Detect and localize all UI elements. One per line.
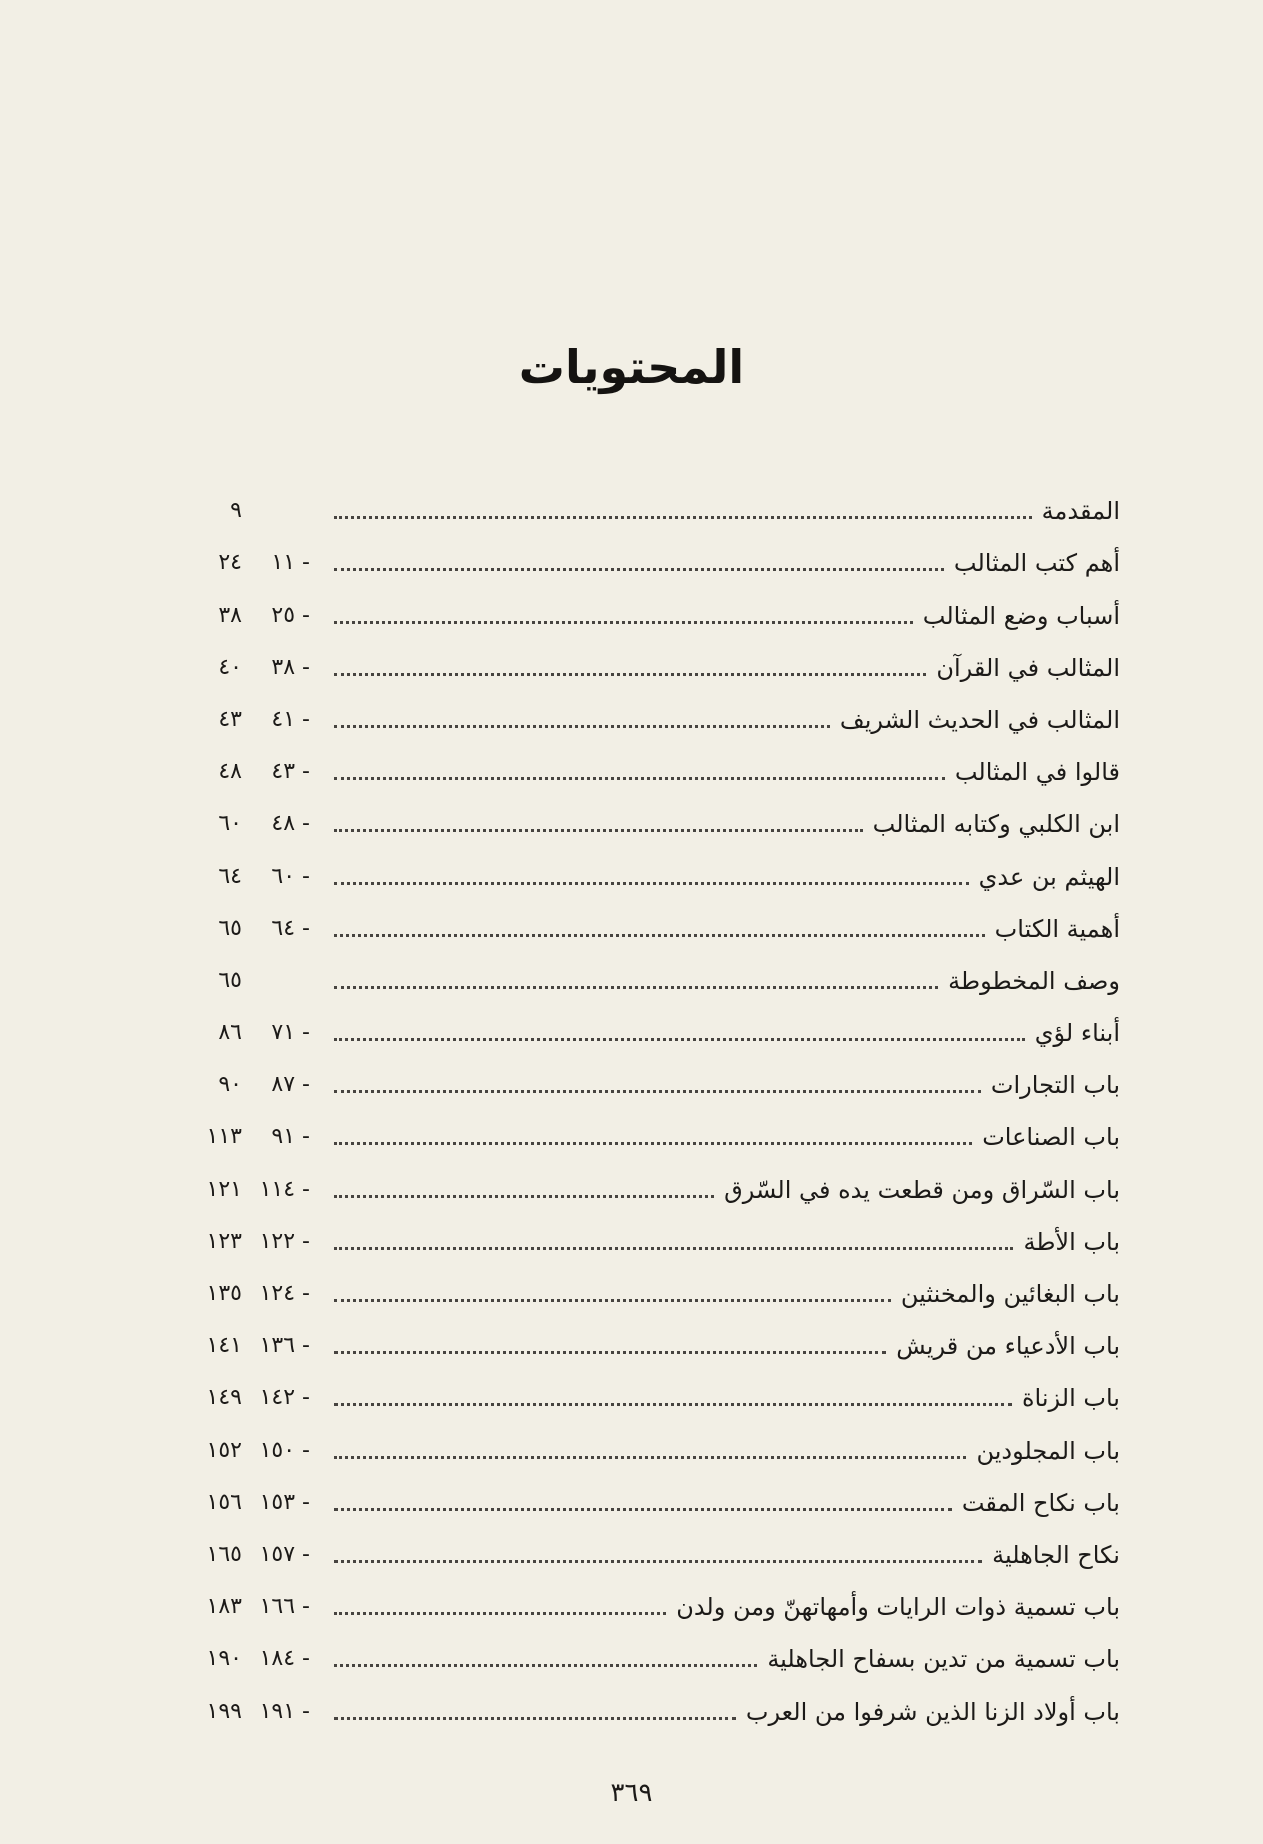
toc-entry-pages <box>190 1592 320 1622</box>
toc-entry-pages <box>190 914 320 944</box>
toc-entry-title: باب الصناعات <box>982 1123 1120 1152</box>
page-range-start: ٣٨ - <box>271 654 310 680</box>
dot-leader <box>334 1299 891 1302</box>
toc-entry <box>190 683 1120 735</box>
toc-entry-pages <box>190 1383 320 1413</box>
toc-entry-title: باب أولاد الزنا الذين شرفوا من العرب <box>745 1697 1120 1726</box>
toc-entry <box>190 839 1120 891</box>
page-range-start: ٦٤ - <box>271 915 310 941</box>
toc-entry <box>190 1205 1120 1257</box>
page-range-end: ١٥٢ <box>206 1437 242 1463</box>
toc-entry <box>190 1100 1120 1152</box>
toc-entry-title: أهمية الكتاب <box>994 914 1120 943</box>
toc-entry-pages <box>190 653 320 683</box>
toc-entry-title: باب تسمية من تدين بسفاح الجاهلية <box>767 1645 1120 1674</box>
toc-entry-pages <box>190 1488 320 1518</box>
toc-entry-pages <box>190 757 320 787</box>
toc-entry-title: المثالب في الحديث الشريف <box>839 705 1120 734</box>
page-range-end: ٣٨ <box>218 602 242 628</box>
table-of-contents <box>190 474 1120 1727</box>
dot-leader <box>334 1351 886 1354</box>
toc-entry-title: باب تسمية ذوات الرايات وأمهاتهنّ ومن ولدن <box>676 1593 1120 1622</box>
page-range-start: ١٢٢ - <box>259 1228 310 1254</box>
dot-leader <box>334 1508 952 1511</box>
toc-entry <box>190 578 1120 630</box>
page-range-end: ١٢٣ <box>206 1228 242 1254</box>
dot-leader <box>334 1612 666 1615</box>
page-range-end: ٢٤ <box>218 550 242 576</box>
toc-entry-pages <box>190 1540 320 1570</box>
page-range-start: ٤١ - <box>271 706 310 732</box>
toc-entry-pages <box>190 1331 320 1361</box>
page-range-start: ٦٠ - <box>271 863 310 889</box>
page-range-end: ١٤٩ <box>206 1385 242 1411</box>
page-range-end: ٤٣ <box>218 706 242 732</box>
page-range-start <box>250 496 310 526</box>
toc-entry <box>190 1048 1120 1100</box>
page-range-start: ٧١ - <box>271 1020 310 1046</box>
page-range-start: ٢٥ - <box>271 602 310 628</box>
page-number: ٣٦٩ <box>610 1778 653 1808</box>
dot-leader <box>334 1403 1012 1406</box>
toc-entry-title: باب البغائين والمخنثين <box>900 1280 1120 1308</box>
page-range-start: ١١٤ - <box>259 1176 310 1202</box>
page-range-end: ١٤١ <box>206 1333 242 1359</box>
page-range-end: ١٩٩ <box>206 1698 242 1724</box>
toc-entry-title: باب الأطة <box>1023 1227 1120 1256</box>
page-range-end: ٦٥ <box>218 915 242 941</box>
toc-entry <box>190 944 1120 996</box>
toc-entry <box>190 1570 1120 1622</box>
toc-entry <box>190 1466 1120 1518</box>
page-range-end: ٩ <box>230 498 242 524</box>
dot-leader <box>334 725 830 728</box>
toc-entry <box>190 735 1120 787</box>
dot-leader <box>334 986 938 989</box>
toc-entry <box>190 1413 1120 1465</box>
dot-leader <box>334 1247 1013 1250</box>
toc-entry-pages <box>190 1644 320 1674</box>
toc-entry-title: باب التجارات <box>990 1071 1120 1100</box>
toc-entry-title: المثالب في القرآن <box>936 653 1120 682</box>
page-range-start: ٤٣ - <box>271 759 310 785</box>
toc-entry-title: باب الزناة <box>1021 1384 1120 1413</box>
page-range-end: ١٥٦ <box>206 1489 242 1515</box>
dot-leader <box>334 1038 1025 1041</box>
dot-leader <box>334 673 926 676</box>
toc-entry <box>190 526 1120 578</box>
page-range-end: ٩٠ <box>218 1072 242 1098</box>
toc-entry-pages <box>190 496 320 526</box>
page-range-start: ١٨٤ - <box>259 1646 310 1672</box>
toc-entry-title: باب الأدعياء من قريش <box>896 1332 1120 1361</box>
dot-leader <box>334 1456 966 1459</box>
dot-leader <box>334 829 863 832</box>
toc-entry-title: نكاح الجاهلية <box>992 1540 1120 1569</box>
toc-entry-pages <box>190 1227 320 1257</box>
toc-entry-pages <box>190 1436 320 1466</box>
page-range-end: ٤٨ <box>218 759 242 785</box>
toc-entry-title: الهيثم بن عدي <box>978 862 1120 891</box>
page-range-start: ٩١ - <box>271 1124 310 1150</box>
toc-entry-pages <box>190 862 320 892</box>
toc-entry <box>190 1309 1120 1361</box>
toc-entry-pages <box>190 601 320 631</box>
page-range-end: ٦٠ <box>218 811 242 837</box>
toc-entry <box>190 474 1120 526</box>
toc-entry <box>190 1361 1120 1413</box>
dot-leader <box>334 1560 982 1563</box>
page-range-end: ٨٦ <box>218 1020 242 1046</box>
toc-entry-title: باب السّراق ومن قطعت يده في السّرق <box>724 1175 1120 1204</box>
page-range-end: ٦٥ <box>218 967 242 993</box>
toc-entry <box>190 631 1120 683</box>
dot-leader <box>334 882 969 885</box>
toc-entry-title: قالوا في المثالب <box>954 758 1120 787</box>
dot-leader <box>334 568 944 571</box>
toc-entry-pages <box>190 705 320 735</box>
page-range-end: ١٣٥ <box>206 1281 242 1306</box>
toc-entry-title: ابن الكلبي وكتابه المثالب <box>872 810 1120 839</box>
toc-entry-title: المقدمة <box>1041 497 1120 526</box>
toc-entry-pages <box>190 966 320 996</box>
dot-leader <box>334 1717 736 1720</box>
toc-entry <box>190 787 1120 839</box>
toc-entry-title: أهم كتب المثالب <box>953 549 1120 578</box>
page-range-start: ١٥٧ - <box>259 1541 310 1567</box>
page-range-start: ٨٧ - <box>271 1072 310 1098</box>
dot-leader <box>334 1142 972 1145</box>
dot-leader <box>334 934 985 937</box>
page-range-start: ١٥٣ - <box>259 1489 310 1515</box>
dot-leader <box>334 1195 714 1198</box>
page-range-end: ١٢١ <box>206 1176 242 1202</box>
page-range-start <box>250 966 310 996</box>
page-range-start: ١٦٦ - <box>259 1594 310 1620</box>
page-title: المحتويات <box>518 340 745 394</box>
toc-entry-pages <box>190 1122 320 1152</box>
toc-entry-pages <box>190 1697 320 1727</box>
page-range-end: ١٩٠ <box>206 1646 242 1672</box>
page-range-end: ١٨٣ <box>206 1594 242 1620</box>
page-range-start: ١٥٠ - <box>259 1437 310 1463</box>
dot-leader <box>334 1664 757 1667</box>
toc-entry <box>190 892 1120 944</box>
page-range-start: ١٣٦ - <box>259 1333 310 1359</box>
dot-leader <box>334 1090 981 1093</box>
toc-entry <box>190 1152 1120 1204</box>
toc-entry-pages <box>190 1070 320 1100</box>
page-range-end: ٦٤ <box>218 863 242 889</box>
toc-entry-pages <box>190 1018 320 1048</box>
toc-entry-title: باب المجلودين <box>976 1436 1120 1465</box>
toc-entry <box>190 996 1120 1048</box>
page-range-start: ١٤٢ - <box>259 1385 310 1411</box>
page-range-start: ١١ - <box>271 550 310 576</box>
page-range-start: ١٩١ - <box>259 1698 310 1724</box>
page-range-end: ١٦٥ <box>206 1541 242 1567</box>
toc-entry <box>190 1622 1120 1674</box>
page-range-end: ٤٠ <box>218 654 242 680</box>
toc-entry-title: باب نكاح المقت <box>961 1488 1120 1517</box>
page-range-end: ١١٣ <box>206 1124 242 1150</box>
toc-entry-title: وصف المخطوطة <box>948 966 1120 995</box>
toc-entry <box>190 1674 1120 1726</box>
toc-entry-pages <box>190 548 320 578</box>
toc-entry-pages <box>190 1175 320 1205</box>
toc-entry-title: أسباب وضع المثالب <box>922 601 1120 630</box>
dot-leader <box>334 516 1032 519</box>
toc-entry <box>190 1257 1120 1309</box>
dot-leader <box>334 621 913 624</box>
toc-entry-pages <box>190 809 320 839</box>
dot-leader <box>334 777 945 780</box>
page-range-start: ١٢٤ - <box>259 1281 310 1306</box>
toc-entry-title: أبناء لؤي <box>1034 1019 1120 1048</box>
toc-entry-pages <box>190 1279 320 1309</box>
toc-entry <box>190 1518 1120 1570</box>
page-range-start: ٤٨ - <box>271 811 310 837</box>
